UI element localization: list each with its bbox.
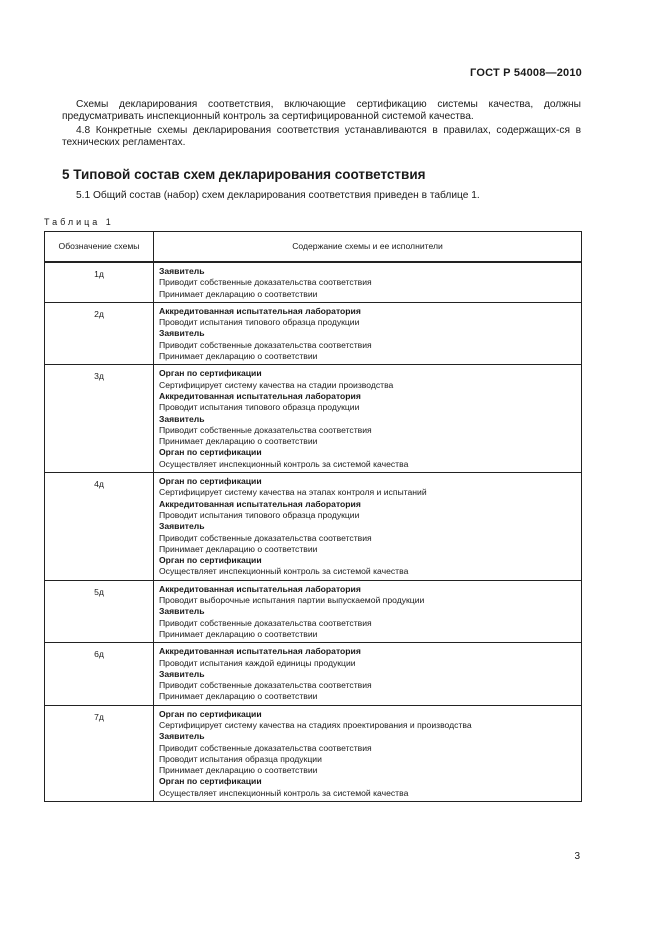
scheme-content xyxy=(154,643,582,705)
schemes-table xyxy=(44,231,582,802)
scheme-content xyxy=(154,705,582,801)
performer-name: Заявитель xyxy=(159,606,205,617)
performer-action: Принимает декларацию о соответствии xyxy=(159,436,318,447)
performer-action: Сертифицирует систему качества на этапах контроля и испытаний xyxy=(159,487,427,498)
performer-action: Проводит испытания типового образца продукции xyxy=(159,509,360,520)
table-row xyxy=(45,365,582,473)
table-row xyxy=(45,262,582,302)
scheme-code: 2д xyxy=(45,302,154,364)
performer-name: Заявитель xyxy=(159,521,205,532)
scheme-code: 6д xyxy=(45,643,154,705)
table-row xyxy=(45,580,582,642)
scheme-content xyxy=(154,262,582,302)
paragraph-5-1 xyxy=(62,190,581,202)
performer-action: Проводит испытания типового образца продукции xyxy=(159,317,360,328)
column-header-content: Содержание схемы и ее исполнители xyxy=(154,232,582,263)
scheme-content xyxy=(154,473,582,581)
performer-action: Приводит собственные доказательства соответствия xyxy=(159,339,372,350)
performer-action: Осуществляет инспекционный контроль за системой качества xyxy=(159,458,409,469)
performer-action: Приводит собственные доказательства соответствия xyxy=(159,617,372,628)
performer-name: Орган по сертификации xyxy=(159,368,262,379)
scheme-code: 4д xyxy=(45,473,154,581)
performer-name: Орган по сертификации xyxy=(159,708,262,719)
performer-action: Проводит испытания каждой единицы продукции xyxy=(159,657,356,668)
table-caption: Таблица 1 xyxy=(44,217,114,227)
scheme-content xyxy=(154,365,582,473)
column-header-code: Обозначение схемы xyxy=(45,232,154,263)
paragraph-text: Схемы декларирования соответствия, включающие сертификацию системы качества, должны предусматривать инспекционный контроль за сертифицированной системой качества. xyxy=(62,99,581,122)
performer-action: Приводит собственные доказательства соответствия xyxy=(159,742,372,753)
table-row xyxy=(45,643,582,705)
performer-name: Орган по сертификации xyxy=(159,555,262,566)
performer-action: Проводит испытания образца продукции xyxy=(159,753,322,764)
performer-name: Аккредитованная испытательная лаборатория xyxy=(159,305,361,316)
paragraph-schemes-quality xyxy=(62,99,581,123)
performer-name: Заявитель xyxy=(159,328,205,339)
performer-action: Принимает декларацию о соответствии xyxy=(159,765,318,776)
performer-action: Проводит испытания типового образца продукции xyxy=(159,402,360,413)
table-row xyxy=(45,705,582,801)
performer-action: Принимает декларацию о соответствии xyxy=(159,351,318,362)
scheme-code: 1д xyxy=(45,262,154,302)
performer-name: Аккредитованная испытательная лаборатория xyxy=(159,646,361,657)
performer-action: Приводит собственные доказательства соответствия xyxy=(159,532,372,543)
performer-name: Орган по сертификации xyxy=(159,447,262,458)
performer-name: Орган по сертификации xyxy=(159,476,262,487)
section-title: 5 Типовой состав схем декларирования соответствия xyxy=(62,167,426,182)
performer-action: Принимает декларацию о соответствии xyxy=(159,691,318,702)
performer-action: Осуществляет инспекционный контроль за системой качества xyxy=(159,787,409,798)
performer-action: Осуществляет инспекционный контроль за системой качества xyxy=(159,566,409,577)
performer-name: Аккредитованная испытательная лаборатория xyxy=(159,498,361,509)
scheme-code: 7д xyxy=(45,705,154,801)
performer-name: Аккредитованная испытательная лаборатория xyxy=(159,390,361,401)
performer-name: Аккредитованная испытательная лаборатория xyxy=(159,583,361,594)
table-row xyxy=(45,473,582,581)
performer-name: Заявитель xyxy=(159,266,205,276)
performer-action: Приводит собственные доказательства соответствия xyxy=(159,680,372,691)
document-id: ГОСТ Р 54008—2010 xyxy=(470,67,582,79)
scheme-content xyxy=(154,580,582,642)
performer-action: Сертифицирует систему качества на стадиях проектирования и производства xyxy=(159,719,472,730)
paragraph-4-8 xyxy=(62,125,581,149)
table-header-row xyxy=(45,232,582,263)
scheme-content xyxy=(154,302,582,364)
performer-action: Приводит собственные доказательства соответствия xyxy=(159,277,372,288)
paragraph-text: 4.8 Конкретные схемы декларирования соответствия устанавливаются в правилах, содержащих-ся в технических регламентах. xyxy=(62,125,581,148)
table-row xyxy=(45,302,582,364)
performer-name: Орган по сертификации xyxy=(159,776,262,787)
performer-action: Принимает декларацию о соответствии xyxy=(159,543,318,554)
performer-name: Заявитель xyxy=(159,413,205,424)
scheme-code: 3д xyxy=(45,365,154,473)
performer-name: Заявитель xyxy=(159,731,205,742)
performer-name: Заявитель xyxy=(159,668,205,679)
table-body xyxy=(45,262,582,802)
performer-action: Принимает декларацию о соответствии xyxy=(159,288,318,299)
paragraph-text: 5.1 Общий состав (набор) схем декларирования соответствия приведен в таблице 1. xyxy=(76,190,480,201)
performer-action: Сертифицирует систему качества на стадии производства xyxy=(159,379,394,390)
performer-action: Проводит выборочные испытания партии выпускаемой продукции xyxy=(159,595,425,606)
performer-action: Принимает декларацию о соответствии xyxy=(159,628,318,639)
page-number: 3 xyxy=(574,851,580,862)
scheme-code: 5д xyxy=(45,580,154,642)
performer-action: Приводит собственные доказательства соответствия xyxy=(159,424,372,435)
